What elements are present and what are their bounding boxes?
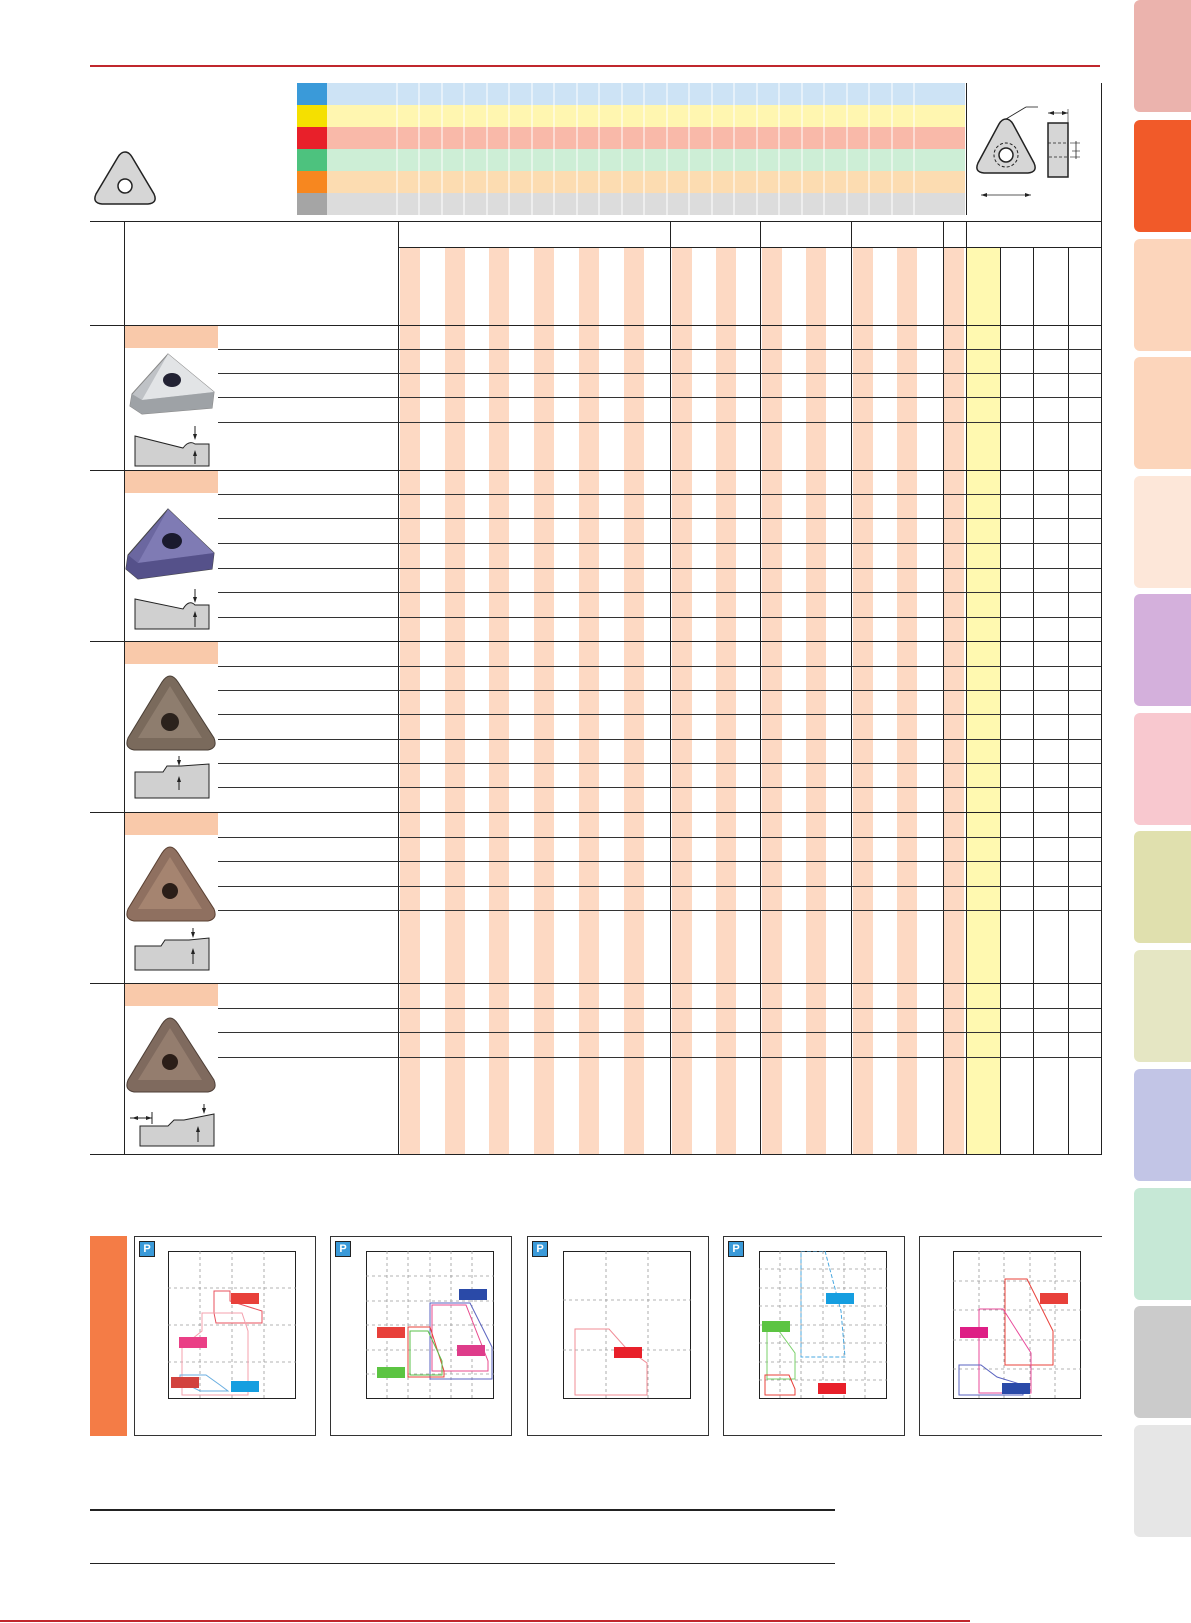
triangle-insert-outline-icon — [90, 148, 160, 210]
product-row-line — [218, 1057, 1101, 1058]
chip-chart-3 — [527, 1236, 709, 1436]
product-row-line — [218, 763, 1101, 764]
product-row-line — [218, 666, 1101, 667]
chip-chart-2-badge: P — [335, 1241, 351, 1257]
iso-grid — [297, 83, 967, 215]
dimension-col-highlight — [967, 248, 1000, 1154]
side-tab-5[interactable] — [1134, 476, 1191, 588]
grade-col — [400, 248, 420, 1154]
chip-chart-1-legend-2 — [179, 1337, 207, 1348]
side-tab-13[interactable] — [1134, 1425, 1191, 1537]
grade-group-divider-3 — [851, 221, 852, 1155]
product-row-line — [218, 592, 1101, 593]
chip-chart-5-legend-1 — [1040, 1293, 1068, 1304]
chip-chart-1-badge: P — [139, 1241, 155, 1257]
grade-col — [534, 248, 554, 1154]
insert-photo-1 — [128, 350, 218, 424]
chip-chart-3-badge: P — [532, 1241, 548, 1257]
product-row-line — [218, 543, 1101, 544]
table-right-border — [1101, 83, 1102, 1155]
product-row-line — [218, 494, 1101, 495]
chipbreaker-label-1 — [125, 326, 218, 348]
insert-photo-2 — [124, 505, 218, 587]
product-row-line — [218, 568, 1101, 569]
chip-chart-4-legend-3 — [818, 1383, 846, 1394]
chip-control-section-label — [90, 1236, 127, 1436]
grade-group-divider-1 — [670, 221, 671, 1155]
chipbreaker-label-3 — [125, 642, 218, 664]
insert-photo-3 — [124, 672, 218, 758]
grade-col — [944, 248, 964, 1154]
chip-chart-3-plot — [563, 1251, 691, 1399]
grade-col — [716, 248, 736, 1154]
product-row-line — [218, 886, 1101, 887]
chip-chart-1 — [134, 1236, 316, 1436]
dim-col-divider-3 — [1068, 247, 1069, 1155]
side-tab-4[interactable] — [1134, 357, 1191, 469]
edge-profile-4 — [133, 928, 211, 972]
chip-chart-2-legend-2 — [377, 1327, 405, 1338]
product-row-line — [218, 617, 1101, 618]
chip-chart-1-legend-4 — [231, 1381, 259, 1392]
grade-col — [624, 248, 644, 1154]
insert-photo-5 — [124, 1014, 218, 1100]
grade-col — [672, 248, 692, 1154]
insert-dimension-drawing — [966, 105, 1086, 215]
chip-chart-5-legend-3 — [1002, 1383, 1030, 1394]
chipbreaker-label-5 — [125, 984, 218, 1006]
side-tab-3[interactable] — [1134, 239, 1191, 351]
product-row-line — [218, 1032, 1101, 1033]
grade-col — [445, 248, 465, 1154]
group-rule — [90, 470, 1101, 471]
side-tab-8[interactable] — [1134, 831, 1191, 943]
chip-chart-3-legend-1 — [614, 1347, 642, 1358]
group-rule — [90, 325, 1101, 326]
product-row-line — [218, 373, 1101, 374]
chipbreaker-label-2 — [125, 471, 218, 493]
grade-col-divider — [398, 221, 399, 1155]
table-bottom-rule — [90, 1154, 1101, 1155]
product-row-line — [218, 739, 1101, 740]
product-row-line — [218, 422, 1101, 423]
group-rule — [90, 641, 1101, 642]
chip-chart-4 — [723, 1236, 905, 1436]
grade-col — [897, 248, 917, 1154]
iso-block-divider — [966, 83, 967, 215]
grade-group-divider-2 — [760, 221, 761, 1155]
product-row-line — [218, 837, 1101, 838]
insert-photo-4 — [124, 843, 218, 929]
side-tab-1[interactable] — [1134, 0, 1191, 112]
side-tab-7[interactable] — [1134, 713, 1191, 825]
chipbreaker-label-4 — [125, 813, 218, 835]
footnote-rule-bottom — [90, 1563, 835, 1564]
product-row-line — [218, 910, 1101, 911]
chip-chart-1-legend-3 — [171, 1377, 199, 1388]
product-row-line — [218, 861, 1101, 862]
grade-col — [806, 248, 826, 1154]
product-row-line — [218, 349, 1101, 350]
chip-chart-2-legend-1 — [459, 1289, 487, 1300]
grade-col — [579, 248, 599, 1154]
chip-chart-1-legend-1 — [231, 1293, 259, 1304]
product-row-line — [218, 518, 1101, 519]
edge-profile-5 — [128, 1104, 216, 1148]
chip-chart-5-plot — [953, 1251, 1081, 1399]
group-rule — [90, 812, 1101, 813]
grade-col — [853, 248, 873, 1154]
top-rule — [90, 65, 1100, 67]
chip-chart-2 — [330, 1236, 512, 1436]
chip-chart-2-legend-4 — [377, 1367, 405, 1378]
header-bottom-rule — [90, 221, 1101, 222]
product-row-line — [218, 714, 1101, 715]
grade-col — [489, 248, 509, 1154]
dim-col-divider-2 — [1033, 247, 1034, 1155]
side-tab-6[interactable] — [1134, 594, 1191, 706]
edge-profile-1 — [133, 424, 211, 468]
side-tab-10[interactable] — [1134, 1069, 1191, 1181]
product-row-line — [218, 1008, 1101, 1009]
grade-col — [762, 248, 782, 1154]
edge-profile-3 — [133, 756, 211, 800]
dim-col-divider-1 — [1000, 247, 1001, 1155]
side-tab-12[interactable] — [1134, 1306, 1191, 1418]
side-tab-9[interactable] — [1134, 950, 1191, 1062]
side-tab-2[interactable] — [1134, 120, 1191, 232]
product-row-line — [218, 690, 1101, 691]
chip-chart-4-badge: P — [728, 1241, 744, 1257]
chip-chart-2-legend-3 — [457, 1345, 485, 1356]
footnote-rule-top — [90, 1509, 835, 1511]
chip-chart-4-legend-1 — [826, 1293, 854, 1304]
side-tab-11[interactable] — [1134, 1188, 1191, 1300]
product-row-line — [218, 397, 1101, 398]
chip-chart-5-legend-2 — [960, 1327, 988, 1338]
group-rule — [90, 983, 1101, 984]
bottom-rule — [0, 1620, 970, 1622]
product-row-line — [218, 787, 1101, 788]
chip-chart-5 — [919, 1236, 1102, 1436]
chip-chart-4-legend-2 — [762, 1321, 790, 1332]
edge-profile-2 — [133, 587, 211, 631]
